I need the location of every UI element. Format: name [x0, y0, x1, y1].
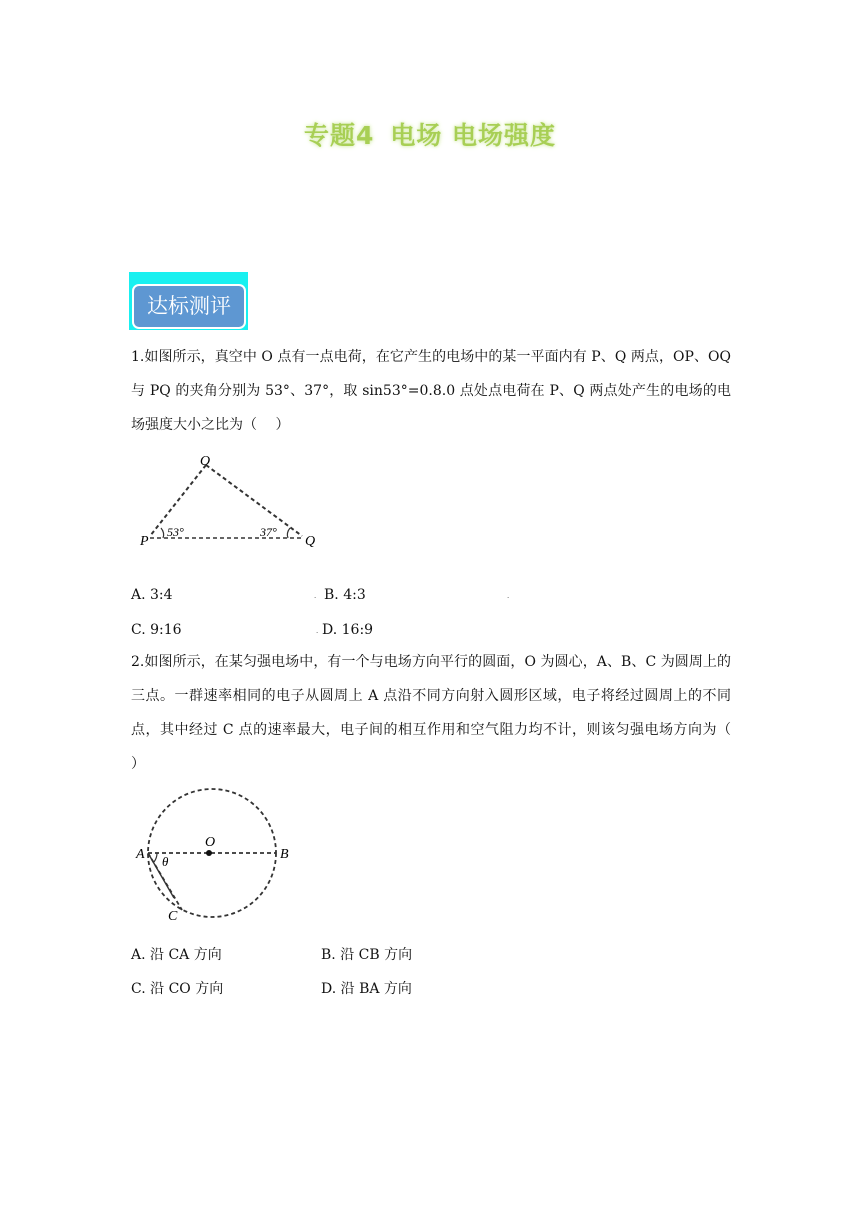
title-part1: 专题4	[303, 121, 375, 150]
angle-arc-p	[161, 528, 164, 538]
label-o: O	[200, 454, 211, 469]
question-2-option-b: B. 沿 CB 方向	[321, 947, 413, 963]
stray-dot: .	[316, 627, 319, 635]
label-q: Q	[305, 534, 316, 549]
page-title	[0, 116, 860, 152]
question-2-option-a: A. 沿 CA 方向	[131, 947, 222, 963]
segment-oq	[206, 465, 302, 536]
question-2-stem: 2.如图所示，在某匀强电场中，有一个与电场方向平行的圆面，O 为圆心，A、B、C 为圆周上的三点。一群速率相同的电子从圆周上 A 点沿不同方向射入圆形区域，电子将经过圆周上的不同点，其中经过 C 点的速率最大，电子间的相互作用和空气阻力均不计，则该匀强电场方向为（ ）	[131, 654, 750, 772]
question-1-option-c: C. 9:16	[131, 622, 182, 638]
angle-arc-theta	[154, 853, 157, 862]
label-p: P	[140, 534, 149, 549]
question-1-figure	[130, 448, 330, 558]
section-badge-frame	[129, 272, 248, 330]
section-badge: 达标测评	[132, 284, 246, 329]
label-o: O	[205, 835, 216, 850]
question-1-option-a: A. 3:4	[131, 587, 173, 603]
question-1-stem: 1.如图所示，真空中 O 点有一点电荷，在它产生的电场中的某一平面内有 P、Q 两点，OP、OQ 与 PQ 的夹角分别为 53°、37°，取 sin53°=0.8.0 点处点电荷在 P、Q 两点处产生的电场的电场强度大小之比为（ ）	[131, 349, 731, 433]
question-1-option-d: D. 16:9	[322, 622, 374, 638]
center-point	[206, 850, 212, 856]
label-c: C	[168, 909, 178, 924]
angle-label-q: 37°	[260, 525, 277, 539]
angle-label-p: 53°	[167, 525, 184, 539]
question-2-option-c: C. 沿 CO 方向	[131, 981, 224, 997]
label-a: A	[136, 847, 145, 862]
angle-arc-q	[287, 528, 290, 538]
question-2-figure	[130, 782, 300, 927]
label-b: B	[280, 847, 289, 862]
question-2-option-d: D. 沿 BA 方向	[321, 981, 412, 997]
question-1-option-b: B. 4:3	[324, 587, 366, 603]
label-theta: θ	[162, 854, 169, 869]
title-part2: 电场 电场强度	[390, 121, 557, 150]
stray-dot: .	[314, 592, 317, 600]
stray-dot: .	[507, 592, 510, 600]
